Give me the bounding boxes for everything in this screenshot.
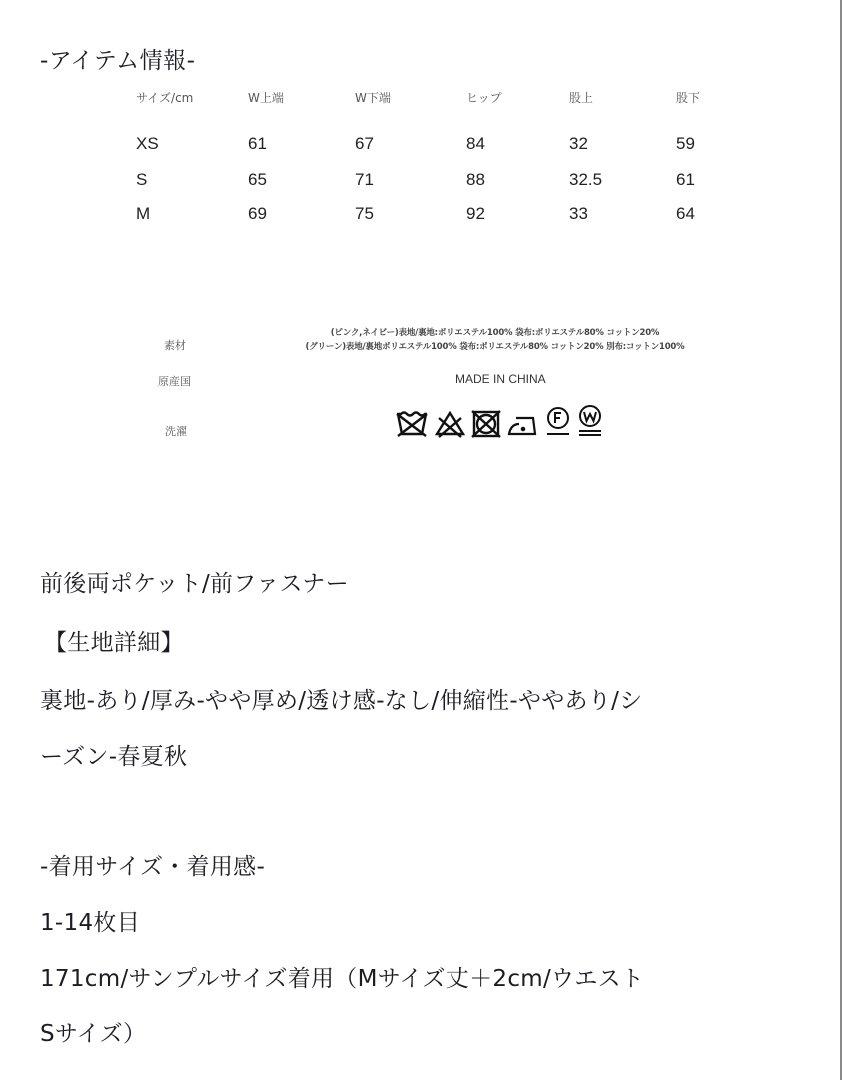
table-cell: 84 — [466, 134, 485, 153]
no-tumble-dry-icon — [471, 410, 501, 438]
material-label: 素材 — [164, 339, 186, 352]
wearing-line-2: Sサイズ） — [40, 1021, 147, 1047]
table-cell: 88 — [466, 170, 485, 189]
fabric-detail-line-1: 裏地-あり/厚み-やや厚め/透け感-なし/伸縮性-ややあり/シ — [40, 688, 643, 714]
table-cell: 69 — [248, 204, 267, 223]
wet-clean-w-icon — [577, 404, 603, 438]
washing-label: 洗濯 — [165, 425, 187, 438]
material-line-1: (ピンク,ネイビー)表地/裏地:ポリエステル100% 袋布:ポリエステル80% コットン20% — [330, 328, 660, 338]
dry-clean-f-icon — [545, 406, 571, 438]
fabric-detail-line-2: ーズン-春夏秋 — [40, 744, 188, 770]
size-header-rise: 股上 — [569, 91, 594, 105]
table-cell: S — [136, 170, 148, 189]
size-header-size: サイズ/cm — [136, 91, 194, 105]
table-cell: 92 — [466, 204, 485, 223]
wearing-title: -着用サイズ・着用感- — [40, 854, 266, 880]
iron-low-icon — [507, 412, 539, 438]
material-line-2: (グリーン)表地/裏地ポリエステル100% 袋布:ポリエステル80% コットン20% 別布:コットン100% — [305, 342, 685, 352]
table-cell: 32 — [569, 134, 588, 153]
table-cell: XS — [136, 134, 159, 153]
table-cell: 59 — [676, 134, 695, 153]
table-cell: 75 — [355, 204, 374, 223]
table-cell: 71 — [355, 170, 374, 189]
size-header-waist-bottom: W下端 — [355, 91, 391, 105]
no-wash-icon — [395, 410, 429, 438]
origin-label: 原産国 — [158, 375, 191, 388]
origin-value: MADE IN CHINA — [455, 372, 546, 386]
table-cell: 65 — [248, 170, 267, 189]
table-cell: 61 — [248, 134, 267, 153]
fabric-heading: 【生地詳細】 — [44, 630, 184, 656]
wearing-line-1: 171cm/サンプルサイズ着用（Mサイズ丈＋2cm/ウエスト — [40, 966, 645, 992]
care-icons — [395, 404, 603, 438]
features-text: 前後両ポケット/前ファスナー — [40, 571, 349, 597]
item-info-title: -アイテム情報- — [40, 48, 196, 74]
table-cell: M — [136, 204, 151, 223]
table-cell: 64 — [676, 204, 695, 223]
table-cell: 67 — [355, 134, 374, 153]
size-header-inseam: 股下 — [676, 91, 701, 105]
no-bleach-icon — [435, 410, 465, 438]
size-header-waist-top: W上端 — [248, 91, 284, 105]
table-cell: 33 — [569, 204, 588, 223]
wearing-images: 1-14枚目 — [40, 910, 140, 936]
table-cell: 61 — [676, 170, 695, 189]
table-cell: 32.5 — [569, 170, 603, 189]
size-header-hip: ヒップ — [466, 91, 502, 105]
